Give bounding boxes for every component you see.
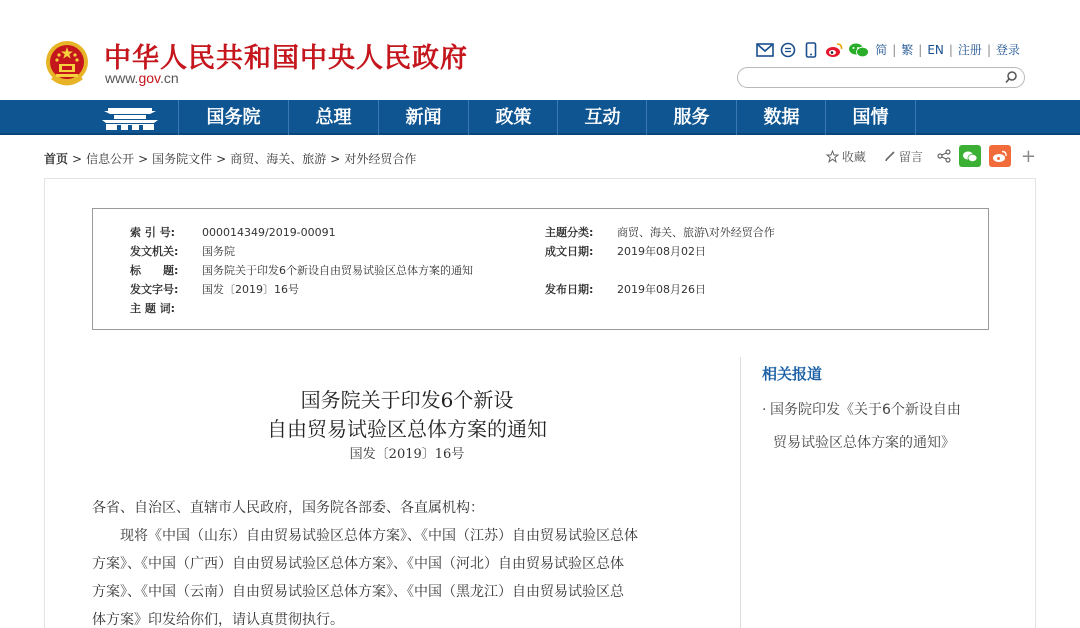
meta-label: 发布日期: [545, 283, 594, 296]
star-icon [826, 150, 839, 163]
breadcrumb-home[interactable]: 首页 [44, 152, 69, 166]
sidebar-divider [740, 357, 741, 628]
chevron-right-icon: > [330, 152, 341, 166]
english-link[interactable]: EN [927, 42, 944, 57]
meta-label: 发文机关: [130, 245, 179, 258]
breadcrumb-info-disclosure[interactable]: 信息公开 [86, 152, 135, 166]
site-url-suffix: .cn [160, 70, 179, 86]
meta-published-date-row [545, 281, 706, 297]
meta-label: 主题分类: [545, 226, 594, 239]
meta-value: 商贸、海关、旅游\对外经贸合作 [617, 226, 775, 239]
nav-item-national-info[interactable]: 国情 [825, 100, 915, 135]
search-icon[interactable] [1004, 70, 1019, 85]
document-metadata [92, 208, 989, 330]
nav-item-policy[interactable]: 政策 [468, 100, 558, 135]
article-body [92, 494, 724, 628]
related-report-link[interactable] [762, 394, 1002, 460]
meta-label: 标 题: [130, 264, 179, 277]
meta-topic-row [545, 224, 775, 240]
nav-item-services[interactable]: 服务 [646, 100, 736, 135]
breadcrumb-foreign-trade[interactable]: 对外经贸合作 [344, 152, 417, 166]
wechat-icon[interactable] [848, 42, 870, 58]
meta-index-row [130, 224, 336, 240]
related-report-line2: 贸易试验区总体方案的通知》 [773, 435, 955, 451]
nav-item-news[interactable]: 新闻 [378, 100, 468, 135]
nav-divider [915, 100, 916, 135]
top-links [756, 41, 1020, 58]
meta-issuer-row [130, 243, 235, 259]
national-emblem-icon[interactable] [44, 38, 90, 88]
bullet-icon: · [762, 402, 767, 418]
pencil-icon [884, 150, 896, 162]
meta-value: 国务院 [202, 245, 235, 258]
nav-item-interaction[interactable]: 互动 [557, 100, 647, 135]
favorite-button[interactable] [826, 148, 866, 165]
tiananmen-home-icon[interactable] [100, 103, 160, 132]
chevron-right-icon: > [216, 152, 227, 166]
article-salutation: 各省、自治区、直辖市人民政府，国务院各部委、各直属机构： [92, 500, 484, 516]
article-doc-number: 国发〔2019〕16号 [349, 447, 465, 462]
separator: | [948, 42, 953, 57]
separator: | [892, 42, 897, 57]
mobile-icon[interactable] [802, 42, 820, 58]
breadcrumb-state-council-docs[interactable]: 国务院文件 [152, 152, 213, 166]
meta-value: 国务院关于印发6个新设自由贸易试验区总体方案的通知 [202, 264, 473, 277]
breadcrumb-trade[interactable]: 商贸、海关、旅游 [230, 152, 327, 166]
article-title-line1: 国务院关于印发6个新设 [300, 388, 514, 412]
article-title-line2: 自由贸易试验区总体方案的通知 [267, 417, 547, 441]
meta-label: 主 题 词: [130, 302, 176, 315]
meta-value: 国发〔2019〕16号 [202, 283, 299, 296]
nav-item-state-council[interactable]: 国务院 [178, 100, 288, 135]
search-input[interactable] [748, 70, 998, 89]
article-paragraph-line: 现将《中国（山东）自由贸易试验区总体方案》、《中国（江苏）自由贸易试验区总体 [120, 528, 638, 544]
article-paragraph-line: 体方案》印发给你们，请认真贯彻执行。 [92, 612, 344, 628]
login-link[interactable]: 登录 [995, 43, 1020, 57]
site-header [0, 0, 1080, 100]
meta-value: 2019年08月26日 [617, 283, 706, 296]
meta-label: 索 引 号: [130, 226, 176, 239]
breadcrumb [44, 150, 416, 167]
meta-title-row [130, 262, 473, 278]
site-url-domain: gov [138, 70, 160, 86]
site-title[interactable]: 中华人民共和国中央人民政府 [104, 43, 468, 74]
share-icon[interactable] [937, 149, 951, 163]
register-link[interactable]: 注册 [957, 43, 982, 57]
main-nav [0, 100, 1080, 135]
search-box [737, 67, 1025, 88]
site-url[interactable] [105, 70, 179, 86]
article-paragraph-line: 方案》、《中国（广西）自由贸易试验区总体方案》、《中国（河北）自由贸易试验区总体 [92, 556, 624, 572]
weibo-icon[interactable] [825, 42, 843, 58]
separator: | [986, 42, 991, 57]
share-tools [816, 145, 1036, 167]
related-report-line1: 国务院印发《关于6个新设自由 [770, 402, 961, 418]
related-reports-title: 相关报道 [762, 365, 823, 383]
wechat-share-icon[interactable] [959, 145, 981, 167]
chevron-right-icon: > [72, 152, 83, 166]
comment-button[interactable] [884, 148, 923, 165]
message-icon[interactable] [779, 42, 797, 58]
nav-item-data[interactable]: 数据 [736, 100, 826, 135]
weibo-share-icon[interactable] [989, 145, 1011, 167]
meta-label: 成文日期: [545, 245, 594, 258]
favorite-label: 收藏 [841, 149, 866, 164]
traditional-chinese-link[interactable]: 繁 [901, 43, 914, 57]
article-paragraph-line: 方案》、《中国（云南）自由贸易试验区总体方案》、《中国（黑龙江）自由贸易试验区总 [92, 584, 624, 600]
nav-item-premier[interactable]: 总理 [288, 100, 378, 135]
meta-keywords-row [130, 300, 202, 316]
plus-icon[interactable]: + [1020, 145, 1036, 167]
site-url-prefix: www. [105, 70, 139, 86]
meta-written-date-row [545, 243, 706, 259]
separator: | [918, 42, 923, 57]
meta-value: 000014349/2019-00091 [202, 226, 336, 239]
simplified-chinese-link[interactable]: 简 [875, 43, 888, 57]
mail-icon[interactable] [756, 42, 774, 58]
comment-label: 留言 [898, 149, 923, 164]
chevron-right-icon: > [138, 152, 149, 166]
meta-value: 2019年08月02日 [617, 245, 706, 258]
meta-label: 发文字号: [130, 283, 179, 296]
meta-docno-row [130, 281, 299, 297]
